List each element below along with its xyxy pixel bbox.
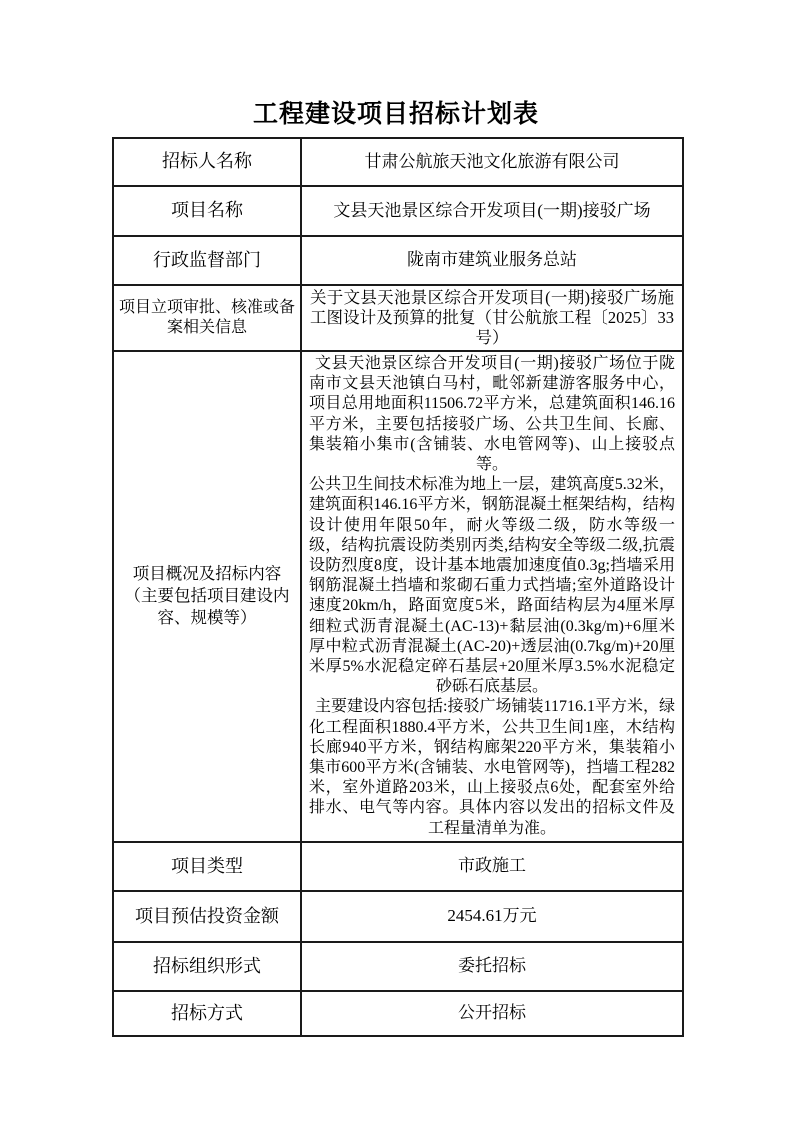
table-row-project-overview [113, 351, 683, 842]
page-title: 工程建设项目招标计划表 [252, 101, 539, 128]
row-label: 招标组织形式 [113, 942, 301, 991]
row-value: 委托招标 [301, 942, 683, 991]
row-label: 项目名称 [113, 186, 301, 236]
table-row-bidder-name [113, 138, 683, 186]
table-row-project-name [113, 186, 683, 236]
row-value: 甘肃公航旅天池文化旅游有限公司 [301, 138, 683, 186]
overview-paragraph: 主要建设内容包括:接驳广场铺装11716.1平方米，绿化工程面积1880.4平方米，公共卫生间1座，木结构长廊940平方米，钢结构廊架220平方米，集装箱小集市600平方米(含铺装、水电管网等)，挡墙工程282米，室外道路203米，山上接驳点6处，配套室外给排水、电气等内容。具体内容以发出的招标文件及工程量清单为准。 [309, 698, 675, 837]
row-label: 招标方式 [113, 991, 301, 1036]
table-row-supervision-dept [113, 236, 683, 285]
row-label: 项目类型 [113, 842, 301, 891]
overview-paragraph: 文县天池景区综合开发项目(一期)接驳广场位于陇南市文县天池镇白马村，毗邻新建游客服务中心，项目总用地面积11506.72平方米，总建筑面积146.16平方米，主要包括接驳广场、公共卫生间、长廊、集装箱小集市(含铺装、水电管网等)、山上接驳点等。 [309, 355, 675, 474]
table-row-bidding-method [113, 991, 683, 1036]
table-row-project-type [113, 842, 683, 891]
row-label: 行政监督部门 [113, 236, 301, 285]
row-label: 项目概况及招标内容（主要包括项目建设内容、规模等） [113, 351, 301, 842]
row-value: 陇南市建筑业服务总站 [301, 236, 683, 285]
table-row-organization-form [113, 942, 683, 991]
row-value: 2454.61万元 [301, 891, 683, 942]
row-value [301, 351, 683, 842]
bidding-plan-table [112, 137, 684, 1037]
row-value: 市政施工 [301, 842, 683, 891]
row-label: 项目立项审批、核准或备案相关信息 [113, 285, 301, 351]
row-value: 文县天池景区综合开发项目(一期)接驳广场 [301, 186, 683, 236]
table-row-estimated-investment [113, 891, 683, 942]
overview-paragraph: 公共卫生间技术标准为地上一层，建筑高度5.32米，建筑面积146.16平方米，钢筋混凝土框架结构，结构设计使用年限50年，耐火等级二级，防水等级一级，结构抗震设防类别丙类,结构安全等级二级,抗震设防烈度8度，设计基本地震加速度值0.3g;挡墙采用钢筋混凝土挡墙和浆砌石重力式挡墙;室外道路设计速度20km/h，路面宽度5米，路面结构层为4厘米厚细粒式沥青混凝土(AC-13)+黏层油(0.3kg/m)+6厘米厚中粒式沥青混凝土(AC-20)+透层油(0.7kg/m)+20厘米厚5%水泥稳定碎石基层+20厘米厚3.5%水泥稳定砂砾石底基层。 [309, 476, 675, 696]
row-label: 招标人名称 [113, 138, 301, 186]
row-value: 公开招标 [301, 991, 683, 1036]
table-row-approval-info [113, 285, 683, 351]
row-value: 关于文县天池景区综合开发项目(一期)接驳广场施工图设计及预算的批复（甘公航旅工程〔2025〕33号） [301, 285, 683, 351]
row-label: 项目预估投资金额 [113, 891, 301, 942]
